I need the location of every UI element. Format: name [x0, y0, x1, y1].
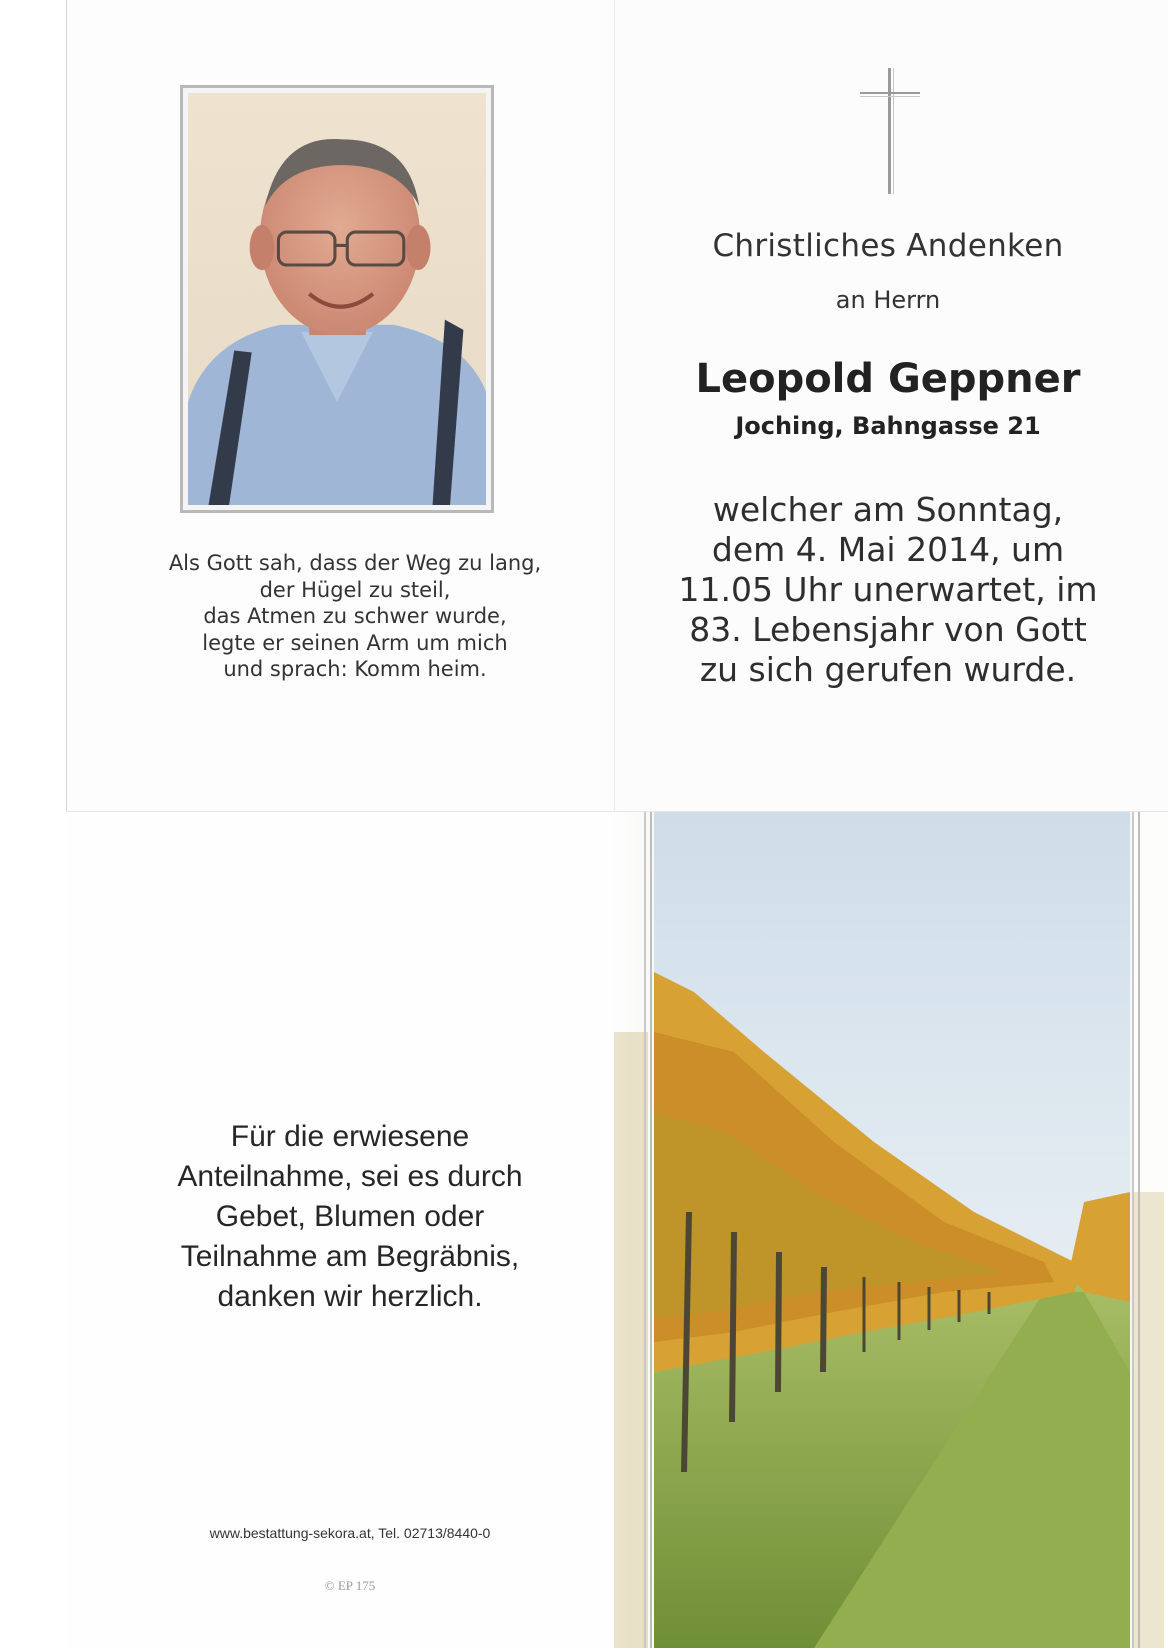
thanks-line: Für die erwiesene [230, 1120, 470, 1153]
vineyard-photo [614, 812, 1168, 1648]
heading-remembrance: Christliches Andenken [712, 228, 1064, 264]
heading-salutation: an Herrn [835, 286, 941, 314]
poem [120, 550, 590, 683]
poem-line: das Atmen zu schwer wurde, [203, 604, 507, 628]
vertical-fold-line [614, 0, 615, 812]
portrait-frame [180, 85, 494, 513]
thanks-line: danken wir herzlich. [217, 1280, 483, 1313]
death-notice-line: welcher am Sonntag, [712, 490, 1064, 529]
poem-line: der Hügel zu steil, [259, 577, 451, 602]
poem-line: und sprach: Komm heim. [223, 657, 487, 681]
funeral-home-contact: www.bestattung-sekora.at, Tel. 02713/8440-0 [209, 1525, 491, 1541]
thanks-line: Gebet, Blumen oder [215, 1200, 485, 1233]
thanks-line: Anteilnahme, sei es durch [177, 1160, 523, 1193]
thanks-message [120, 1117, 580, 1317]
death-notice-line: 83. Lebensjahr von Gott [689, 610, 1087, 649]
death-notice-line: 11.05 Uhr unerwartet, im [678, 570, 1098, 609]
poem-line: legte er seinen Arm um mich [202, 630, 508, 655]
thanks-line: Teilnahme am Begräbnis, [180, 1240, 520, 1273]
portrait-photo [188, 93, 486, 505]
poem-line: Als Gott sah, dass der Weg zu lang, [168, 551, 542, 575]
death-notice-line: dem 4. Mai 2014, um [711, 530, 1065, 569]
deceased-name: Leopold Geppner [695, 356, 1081, 402]
catalog-code: © EP 175 [324, 1578, 376, 1593]
death-notice-line: zu sich gerufen wurde. [699, 650, 1077, 689]
death-notice [640, 490, 1136, 690]
cross-icon [860, 66, 920, 196]
deceased-address: Joching, Bahngasse 21 [735, 412, 1041, 440]
